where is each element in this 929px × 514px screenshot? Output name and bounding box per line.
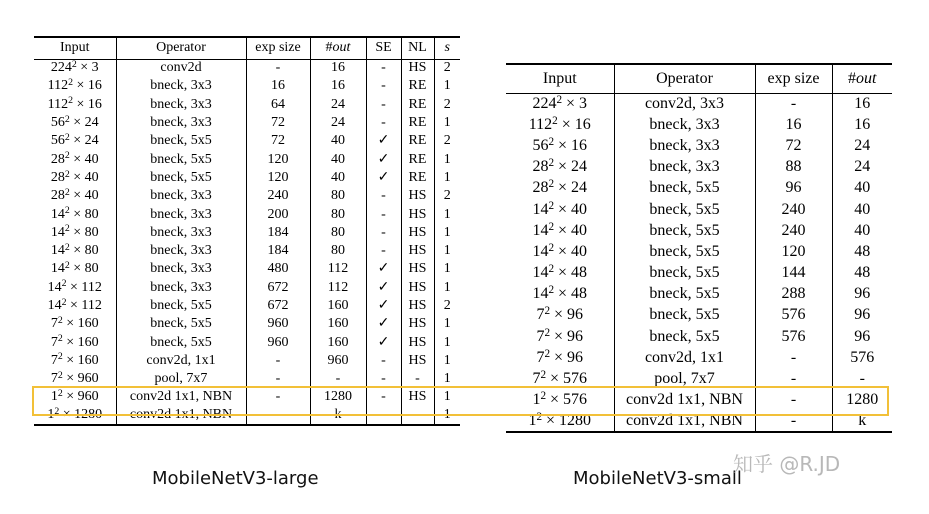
input-cell: $28^2 \times 40$ <box>50 150 99 167</box>
input-cell: $112^2 \times 16$ <box>528 114 591 133</box>
table-cell: 1 <box>434 114 460 132</box>
input-cell: $7^2 \times 160$ <box>50 351 99 368</box>
table-cell: 184 <box>246 224 310 242</box>
table-cell: 1280 <box>832 390 892 411</box>
table-cell: - <box>755 390 832 411</box>
table-cell: 16 <box>755 114 832 135</box>
input-cell: $7^2 \times 96$ <box>536 347 584 366</box>
table-cell: RE <box>401 150 434 168</box>
table-cell: ✓ <box>366 132 401 150</box>
table-cell: 200 <box>246 205 310 223</box>
table-cell: 144 <box>755 263 832 284</box>
table-cell: bneck, 3x3 <box>614 157 755 178</box>
table-cell: RE <box>401 169 434 187</box>
table-cell: - <box>366 59 401 77</box>
table-cell: bneck, 3x3 <box>116 242 246 260</box>
table-cell: RE <box>401 132 434 150</box>
table-row <box>506 157 892 178</box>
table-cell: 40 <box>310 150 366 168</box>
table-cell: 960 <box>310 352 366 370</box>
table-cell: 1 <box>434 352 460 370</box>
table-cell: conv2d 1x1, NBN <box>116 388 246 406</box>
table-cell: 1 <box>434 333 460 351</box>
table-row <box>506 263 892 284</box>
input-cell: $1^2 \times 960$ <box>50 388 99 405</box>
table-row <box>34 315 460 333</box>
table-cell: HS <box>401 260 434 278</box>
table-cell: - <box>366 114 401 132</box>
table-cell: 1 <box>434 388 460 406</box>
input-cell: $28^2 \times 24$ <box>532 157 588 176</box>
table-cell: - <box>246 388 310 406</box>
table-row <box>34 279 460 297</box>
table-cell: conv2d <box>116 59 246 77</box>
table-cell: 1 <box>434 370 460 388</box>
table-cell: 160 <box>310 315 366 333</box>
table-cell: 1 <box>434 169 460 187</box>
input-cell: $14^2 \times 80$ <box>50 223 99 240</box>
table-row <box>34 187 460 205</box>
table-cell: HS <box>401 297 434 315</box>
table-cell: bneck, 5x5 <box>614 326 755 347</box>
table-cell: - <box>366 187 401 205</box>
input-cell: $14^2 \times 112$ <box>47 296 102 313</box>
input-cell: $56^2 \times 24$ <box>50 131 99 149</box>
input-cell: $112^2 \times 16$ <box>47 95 102 112</box>
table-cell: 40 <box>832 199 892 220</box>
table-cell: conv2d 1x1, NBN <box>614 390 755 411</box>
table-cell: - <box>246 59 310 77</box>
table-cell: 240 <box>755 199 832 220</box>
table-cell: bneck, 3x3 <box>614 135 755 156</box>
input-cell: $14^2 \times 48$ <box>532 284 588 303</box>
table-cell: 2 <box>434 187 460 205</box>
table-cell: ✓ <box>366 169 401 187</box>
table-cell: - <box>366 77 401 95</box>
table-cell: - <box>366 205 401 223</box>
input-cell: $14^2 \times 48$ <box>532 263 588 282</box>
table-row <box>34 169 460 187</box>
table-cell: - <box>366 407 401 425</box>
table-cell: bneck, 5x5 <box>614 199 755 220</box>
table-cell: 2 <box>434 96 460 114</box>
input-cell: $1^2 \times 576$ <box>532 390 588 409</box>
table-cell: conv2d, 1x1 <box>614 347 755 368</box>
table-row <box>506 178 892 199</box>
input-cell: $14^2 \times 80$ <box>50 241 99 259</box>
table-cell: ✓ <box>366 315 401 333</box>
input-cell: $14^2 \times 80$ <box>50 205 99 222</box>
table-row <box>34 297 460 315</box>
table-cell: RE <box>401 77 434 95</box>
table-cell: conv2d, 1x1 <box>116 352 246 370</box>
table-row <box>506 368 892 389</box>
table-row <box>506 114 892 135</box>
table-cell: bneck, 3x3 <box>614 114 755 135</box>
table-cell: 96 <box>832 326 892 347</box>
table-cell: 24 <box>832 135 892 156</box>
table-cell: 112 <box>310 279 366 297</box>
table-cell: 40 <box>310 132 366 150</box>
table-cell: - <box>755 411 832 432</box>
table-cell: HS <box>401 315 434 333</box>
table-cell: HS <box>401 333 434 351</box>
table-cell: pool, 7x7 <box>614 368 755 389</box>
table-cell: 672 <box>246 279 310 297</box>
table-cell: ✓ <box>366 260 401 278</box>
table-cell: 576 <box>755 305 832 326</box>
table-cell: 40 <box>832 220 892 241</box>
table-cell: bneck, 5x5 <box>116 315 246 333</box>
table-cell: 1 <box>434 242 460 260</box>
column-header: NL <box>401 37 434 59</box>
table-row <box>34 114 460 132</box>
input-cell: $7^2 \times 160$ <box>50 333 99 350</box>
table-cell: 2 <box>434 132 460 150</box>
input-cell: $224^2 \times 3$ <box>532 93 588 112</box>
input-cell: $7^2 \times 960$ <box>50 369 99 387</box>
input-cell: $56^2 \times 24$ <box>50 113 99 131</box>
watermark: 知乎 @R.JD <box>733 452 841 476</box>
table-cell: 576 <box>755 326 832 347</box>
table-cell: k <box>832 411 892 432</box>
table-cell: 2 <box>434 297 460 315</box>
table-cell: 672 <box>246 297 310 315</box>
table-cell: bneck, 5x5 <box>116 333 246 351</box>
column-header: Operator <box>116 37 246 59</box>
table-cell: HS <box>401 205 434 223</box>
column-header: exp size <box>246 37 310 59</box>
table-cell: bneck, 5x5 <box>116 132 246 150</box>
table-cell: 96 <box>755 178 832 199</box>
table-cell: - <box>366 96 401 114</box>
input-cell: $56^2 \times 16$ <box>532 135 588 154</box>
table-cell: 120 <box>755 241 832 262</box>
table-cell: 64 <box>246 96 310 114</box>
column-header: exp size <box>755 64 832 93</box>
table-row <box>506 241 892 262</box>
input-cell: $14^2 \times 40$ <box>532 220 588 239</box>
table-cell: 80 <box>310 187 366 205</box>
table-cell: 2 <box>434 59 460 77</box>
table-cell: 72 <box>246 132 310 150</box>
table-cell: - <box>401 370 434 388</box>
table-row <box>506 347 892 368</box>
table-cell: bneck, 3x3 <box>116 279 246 297</box>
table-row <box>34 59 460 77</box>
table-row <box>34 77 460 95</box>
table-cell: conv2d 1x1, NBN <box>116 407 246 425</box>
table-cell: 88 <box>755 157 832 178</box>
table-row <box>34 407 460 425</box>
table-cell: 288 <box>755 284 832 305</box>
table-cell: - <box>755 347 832 368</box>
table-cell: 240 <box>755 220 832 241</box>
input-cell: $1^2 \times 1280$ <box>47 405 103 423</box>
input-cell: $7^2 \times 160$ <box>50 314 99 332</box>
table-cell: 48 <box>832 263 892 284</box>
input-cell: $112^2 \times 16$ <box>47 77 102 94</box>
table-cell: bneck, 5x5 <box>614 241 755 262</box>
table-cell: bneck, 3x3 <box>116 96 246 114</box>
large-caption: MobileNetV3-large <box>152 468 319 489</box>
input-cell: $1^2 \times 1280$ <box>528 410 592 429</box>
table-cell: 24 <box>310 114 366 132</box>
table-cell: 1 <box>434 77 460 95</box>
column-header: s <box>434 37 460 59</box>
table-row <box>506 326 892 347</box>
input-cell: $224^2 \times 3$ <box>50 58 99 76</box>
table-row <box>34 150 460 168</box>
mobilenetv3-large-table <box>34 36 460 426</box>
table-cell: bneck, 3x3 <box>116 260 246 278</box>
table-row <box>506 411 892 432</box>
table-cell: 160 <box>310 297 366 315</box>
table-row <box>34 132 460 150</box>
table-cell: ✓ <box>366 279 401 297</box>
table-cell: - <box>310 370 366 388</box>
table-cell: 480 <box>246 260 310 278</box>
input-cell: $14^2 \times 40$ <box>532 241 588 260</box>
table-cell: bneck, 5x5 <box>116 150 246 168</box>
table-cell: HS <box>401 352 434 370</box>
table-cell: RE <box>401 96 434 114</box>
table-cell: HS <box>401 242 434 260</box>
table-cell: 72 <box>246 114 310 132</box>
table-cell: bneck, 5x5 <box>614 178 755 199</box>
table-cell: HS <box>401 224 434 242</box>
table-cell: 16 <box>246 77 310 95</box>
table-row <box>506 305 892 326</box>
table-cell: HS <box>401 388 434 406</box>
input-cell: $28^2 \times 40$ <box>50 168 99 185</box>
input-cell: $28^2 \times 40$ <box>50 186 99 204</box>
table-row <box>506 284 892 305</box>
table-cell: - <box>366 242 401 260</box>
header-row <box>506 64 892 93</box>
table-cell: k <box>310 407 366 425</box>
table-row <box>34 242 460 260</box>
input-cell: $7^2 \times 96$ <box>536 305 584 324</box>
column-header: Input <box>34 37 116 59</box>
input-cell: $28^2 \times 24$ <box>532 178 588 197</box>
table-row <box>34 352 460 370</box>
table-cell: 16 <box>832 114 892 135</box>
table-cell: bneck, 5x5 <box>614 263 755 284</box>
column-header: #out <box>310 37 366 59</box>
input-cell: $7^2 \times 96$ <box>536 326 584 345</box>
table-cell: 80 <box>310 242 366 260</box>
table-cell: - <box>832 368 892 389</box>
table-cell: bneck, 3x3 <box>116 77 246 95</box>
table-cell: bneck, 5x5 <box>614 220 755 241</box>
table-cell: 16 <box>310 59 366 77</box>
table-cell: HS <box>401 59 434 77</box>
table-cell: - <box>246 370 310 388</box>
table-cell: RE <box>401 114 434 132</box>
table-cell: 1 <box>434 407 460 425</box>
table-cell: 1 <box>434 260 460 278</box>
table-cell: bneck, 3x3 <box>116 224 246 242</box>
column-header: SE <box>366 37 401 59</box>
table-row <box>506 220 892 241</box>
table-cell: - <box>755 93 832 114</box>
table-row <box>34 224 460 242</box>
table-cell: 96 <box>832 284 892 305</box>
table-cell: 112 <box>310 260 366 278</box>
table-cell: HS <box>401 187 434 205</box>
table-cell: conv2d 1x1, NBN <box>614 411 755 432</box>
table-cell: - <box>246 352 310 370</box>
table-cell: 40 <box>310 169 366 187</box>
table-cell: HS <box>401 279 434 297</box>
table-row <box>506 135 892 156</box>
table-cell: ✓ <box>366 333 401 351</box>
table-cell: - <box>401 407 434 425</box>
table-row <box>506 93 892 114</box>
table-cell: 160 <box>310 333 366 351</box>
table-cell: 1 <box>434 315 460 333</box>
table-row <box>34 96 460 114</box>
table-cell: 80 <box>310 205 366 223</box>
table-cell: - <box>755 368 832 389</box>
table-cell: bneck, 3x3 <box>116 114 246 132</box>
table-cell: 24 <box>310 96 366 114</box>
column-header: Operator <box>614 64 755 93</box>
table-cell: bneck, 5x5 <box>614 305 755 326</box>
table-cell: 1 <box>434 224 460 242</box>
table-cell: conv2d, 3x3 <box>614 93 755 114</box>
table-row <box>506 199 892 220</box>
table-row <box>34 333 460 351</box>
input-cell: $14^2 \times 112$ <box>47 278 102 295</box>
table-cell: - <box>246 407 310 425</box>
mobilenetv3-small-table <box>506 63 892 433</box>
table-cell: bneck, 3x3 <box>116 205 246 223</box>
table-cell: pool, 7x7 <box>116 370 246 388</box>
table-row <box>34 260 460 278</box>
table-cell: 120 <box>246 150 310 168</box>
table-cell: - <box>366 388 401 406</box>
table-cell: 240 <box>246 187 310 205</box>
table-cell: ✓ <box>366 297 401 315</box>
table-row <box>34 388 460 406</box>
table-cell: 960 <box>246 333 310 351</box>
table-cell: 1 <box>434 150 460 168</box>
table-cell: 1280 <box>310 388 366 406</box>
header-row <box>34 37 460 59</box>
table-cell: 1 <box>434 279 460 297</box>
table-cell: - <box>366 352 401 370</box>
table-row <box>34 370 460 388</box>
table-cell: 48 <box>832 241 892 262</box>
input-cell: $7^2 \times 576$ <box>532 369 588 388</box>
table-cell: 80 <box>310 224 366 242</box>
table-cell: 72 <box>755 135 832 156</box>
table-cell: bneck, 3x3 <box>116 187 246 205</box>
table-cell: - <box>366 224 401 242</box>
table-cell: 40 <box>832 178 892 199</box>
table-cell: 120 <box>246 169 310 187</box>
table-cell: 184 <box>246 242 310 260</box>
table-cell: 16 <box>310 77 366 95</box>
table-cell: bneck, 5x5 <box>116 169 246 187</box>
table-cell: 576 <box>832 347 892 368</box>
table-cell: 24 <box>832 157 892 178</box>
table-cell: bneck, 5x5 <box>614 284 755 305</box>
input-cell: $14^2 \times 40$ <box>532 199 588 218</box>
column-header: #out <box>832 64 892 93</box>
table-row <box>34 205 460 223</box>
table-cell: 960 <box>246 315 310 333</box>
table-cell: 96 <box>832 305 892 326</box>
table-cell: 16 <box>832 93 892 114</box>
small-caption: MobileNetV3-small <box>573 468 742 489</box>
input-cell: $14^2 \times 80$ <box>50 260 99 277</box>
table-cell: - <box>366 370 401 388</box>
table-cell: bneck, 5x5 <box>116 297 246 315</box>
table-cell: 1 <box>434 205 460 223</box>
table-row <box>506 390 892 411</box>
table-cell: ✓ <box>366 150 401 168</box>
column-header: Input <box>506 64 614 93</box>
